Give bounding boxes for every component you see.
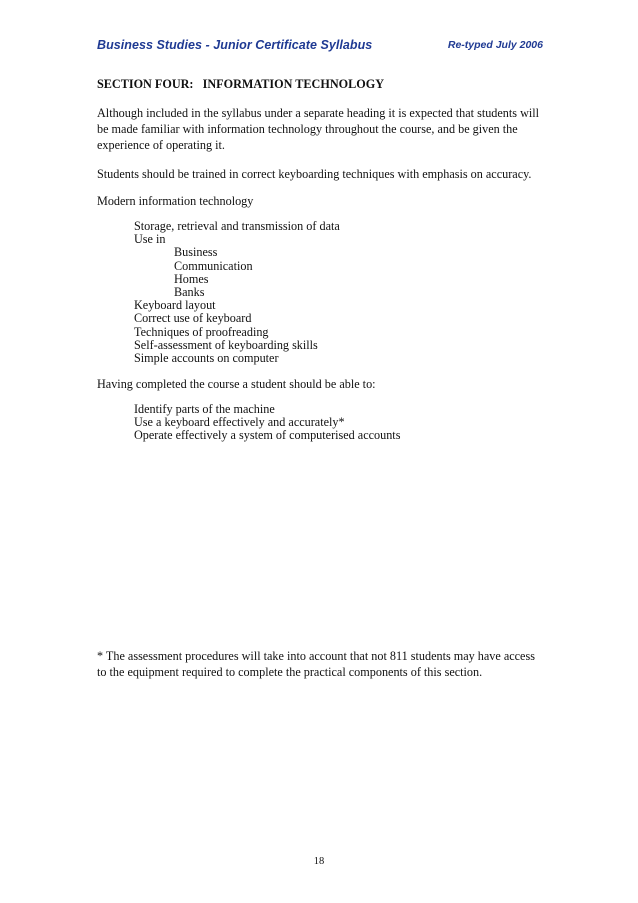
list-subitem: Banks [174,284,205,299]
list-item: Keyboard layout [134,298,216,313]
intro-paragraph: Although included in the syllabus under a separate heading it is expected that students will be made familiar with information technology throughout the course, and be given the experience of operating it. [97,106,540,152]
modern-it-list [97,220,543,365]
page-header [97,38,543,54]
list-item: Simple accounts on computer [134,350,279,365]
list-subitem: Business [174,245,218,260]
list-subitem: Homes [174,271,209,286]
list-item: Self-assessment of keyboarding skills [134,337,318,352]
list-item: Use in [134,232,166,247]
outcomes-list [97,403,543,443]
outcome-item: Identify parts of the machine [134,402,275,417]
footnote: * The assessment procedures will take into account that not 811 students may have access to the equipment required to complete the practical components of this section. [97,649,535,679]
keyboarding-paragraph: Students should be trained in correct keyboarding techniques with emphasis on accuracy. [97,167,532,181]
section-title: SECTION FOUR: INFORMATION TECHNOLOGY [97,77,384,91]
list-subitem: Communication [174,258,253,273]
outcome-item: Operate effectively a system of computerised accounts [134,428,401,443]
header-title: Business Studies - Junior Certificate Syllabus [97,38,373,52]
page-number: 18 [313,856,325,867]
list-item: Correct use of keyboard [134,311,252,326]
list-item: Storage, retrieval and transmission of data [134,219,340,233]
section-content [97,76,543,443]
outcomes-heading: Having completed the course a student should be able to: [97,377,376,392]
outcome-item: Use a keyboard effectively and accurately* [134,415,345,430]
list-item: Techniques of proofreading [134,324,269,339]
modern-it-heading: Modern information technology [97,194,254,208]
header-retyped-date: Re-typed July 2006 [447,39,543,51]
